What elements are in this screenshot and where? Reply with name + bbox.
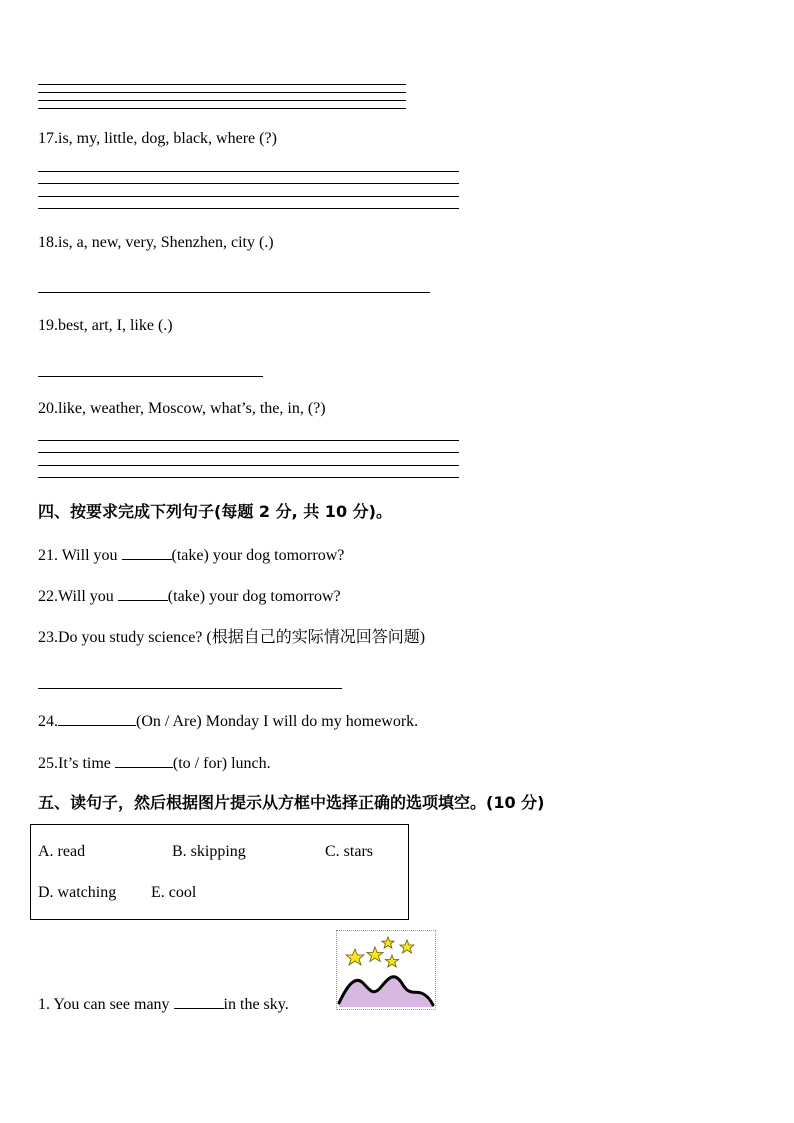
answer-line[interactable] <box>38 688 342 689</box>
fill-blank[interactable] <box>174 994 224 1009</box>
stars-mountain-picture <box>336 930 436 1010</box>
answer-line[interactable] <box>38 183 459 184</box>
answer-line[interactable] <box>38 292 430 293</box>
answer-line[interactable] <box>38 477 459 478</box>
option-a: A. read <box>38 843 86 860</box>
question-17 <box>38 129 277 149</box>
sentence-1-prefix: 1. You can see many <box>38 996 174 1013</box>
section-4-title: 四、按要求完成下列句子(每题 2 分, 共 10 分)。 <box>38 502 392 521</box>
options-box <box>30 824 409 920</box>
question-22 <box>38 586 341 607</box>
answer-line[interactable] <box>38 108 406 109</box>
question-23: 23.Do you study science? (根据自己的实际情况回答问题) <box>38 629 426 646</box>
option-c: C. stars <box>325 843 373 860</box>
star-icon <box>400 940 414 953</box>
answer-line[interactable] <box>38 92 406 93</box>
question-20: 20.like, weather, Moscow, what’s, the, in, (?) <box>38 400 326 417</box>
answer-line[interactable] <box>38 171 459 172</box>
question-21-suffix: (take) your dog tomorrow? <box>171 547 345 564</box>
fill-blank[interactable] <box>58 711 136 726</box>
star-icon <box>386 955 399 967</box>
question-18: 18.is, a, new, very, Shenzhen, city (.) <box>38 234 274 251</box>
question-25 <box>38 753 271 774</box>
star-icon <box>382 937 394 948</box>
option-d: D. watching <box>38 884 117 901</box>
question-24 <box>38 711 418 732</box>
answer-line[interactable] <box>38 100 406 101</box>
sentence-1-suffix: in the sky. <box>223 996 289 1013</box>
answer-line[interactable] <box>38 465 459 466</box>
answer-line[interactable] <box>38 440 459 441</box>
question-21 <box>38 545 344 566</box>
question-24-prefix: 24. <box>38 713 58 730</box>
question-19: 19.best, art, I, like (.) <box>38 317 173 334</box>
fill-blank[interactable] <box>122 545 172 560</box>
star-icon <box>346 949 364 965</box>
fill-blank[interactable] <box>115 753 173 768</box>
question-25-suffix: (to / for) lunch. <box>172 755 271 772</box>
answer-line[interactable] <box>38 376 263 377</box>
stars-mountain-illustration <box>337 931 435 1009</box>
question-25-prefix: 25.It’s time <box>38 755 115 772</box>
question-21-prefix: 21. Will you <box>38 547 122 564</box>
answer-line[interactable] <box>38 452 459 453</box>
section-5-title: 五、读句子，然后根据图片提示从方框中选择正确的选项填空。(10 分) <box>38 793 545 812</box>
sentence-1 <box>38 994 289 1015</box>
question-22-suffix: (take) your dog tomorrow? <box>167 588 341 605</box>
fill-blank[interactable] <box>118 586 168 601</box>
star-icon <box>367 947 383 962</box>
question-24-suffix: (On / Are) Monday I will do my homework. <box>136 713 419 730</box>
answer-line[interactable] <box>38 196 459 197</box>
answer-line[interactable] <box>38 84 406 85</box>
option-b: B. skipping <box>172 843 246 860</box>
question-22-prefix: 22.Will you <box>38 588 118 605</box>
question-17-text: 17.is, my, little, dog, black, where (?) <box>38 130 277 147</box>
answer-line[interactable] <box>38 208 459 209</box>
option-e: E. cool <box>151 884 197 901</box>
